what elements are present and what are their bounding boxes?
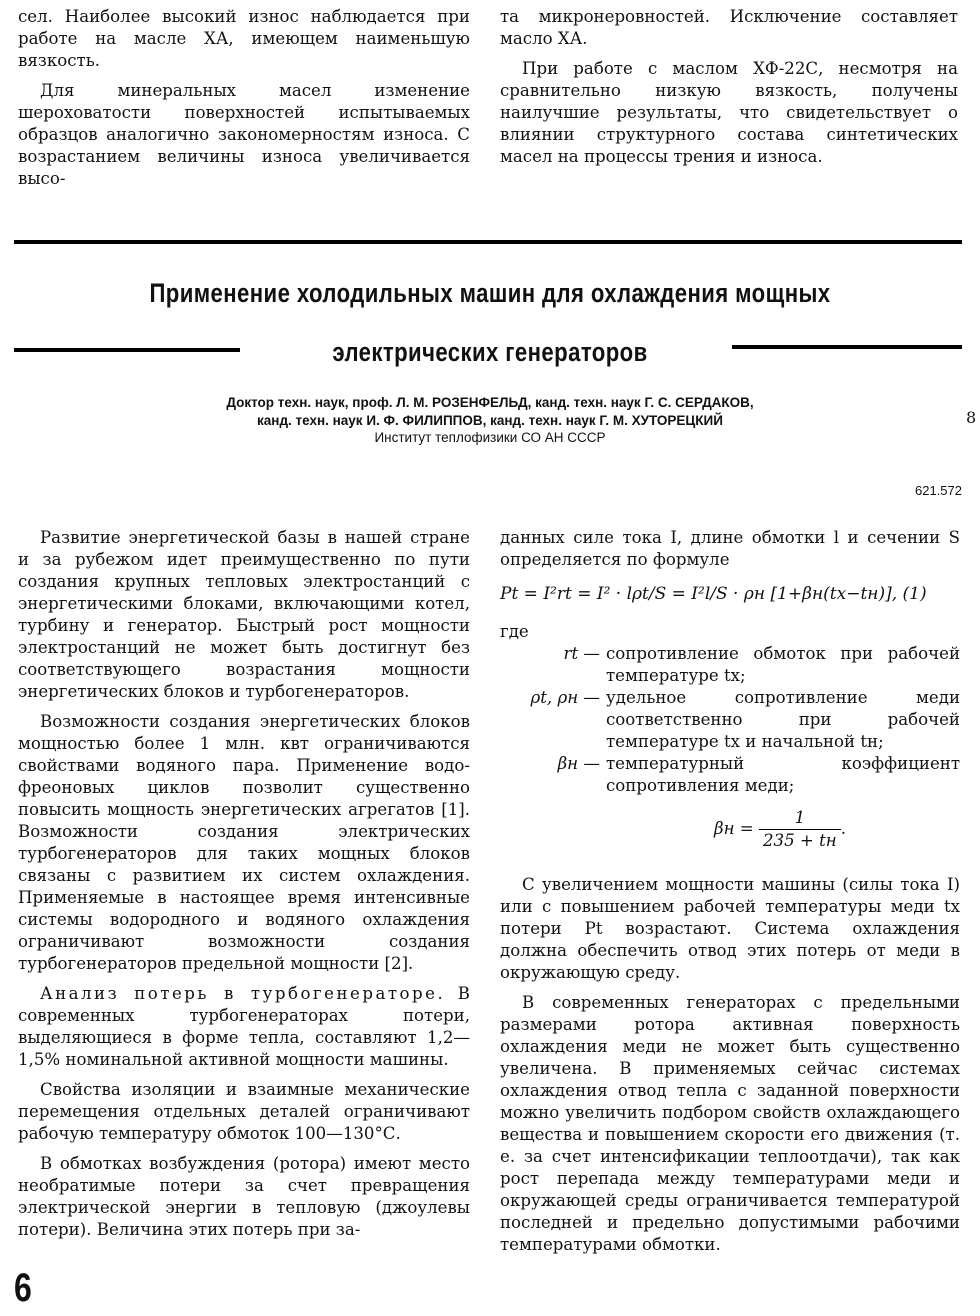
section-heading-inline: Анализ потерь в турбогенераторе.	[40, 984, 446, 1003]
body-left-column	[18, 527, 470, 1249]
institute: Институт теплофизики СО АН СССР	[374, 430, 606, 445]
definition-term: ρt, ρн —	[530, 688, 600, 707]
beta-fraction	[759, 807, 841, 852]
authors-line2: канд. техн. наук И. Ф. ФИЛИППОВ, канд. техн. наук Г. М. ХУТОРЕЦКИЙ	[257, 413, 723, 428]
body-paragraph: данных силе тока I, длине обмотки l и сечении S определяется по формуле	[500, 528, 960, 569]
top-left-paragraph: сел. Наиболее высокий износ наблюдается при работе на масле ХА, имеющем наименьшую вязкость.	[18, 7, 470, 70]
definition-row	[500, 643, 960, 687]
body-paragraph-section	[18, 983, 470, 1071]
definition-term: rt —	[563, 644, 600, 663]
authors-line1: Доктор техн. наук, проф. Л. М. РОЗЕНФЕЛЬД, канд. техн. наук Г. С. СЕРДАКОВ,	[226, 395, 754, 410]
body-paragraph: В современных генераторах с предельными размерами ротора активная поверхность охлаждения меди не может быть существенно увеличена. В применяемых сейчас системах охлаждения отвод тепла с заданной поверхности можно увеличить подбором свойств охлаждающего вещества и повышением скорости его движения (т. е. за счет интенсификации теплоотдачи), так как рост перепада между температурами меди и окружающей среды ограничивается температурой последней и предельно допустимыми рабочими температурами обмотки.	[500, 993, 960, 1254]
where-label: где	[500, 622, 529, 641]
article-title-line2: электрических генераторов	[332, 337, 648, 367]
top-divider-rule	[14, 240, 962, 244]
definition-row	[500, 687, 960, 753]
body-paragraph: В обмотках возбуждения (ротора) имеют место необратимые потери за счет превращения электрической энергии в тепловую (джоулевы потери). Величина этих потерь при за-	[18, 1154, 470, 1239]
definition-desc: сопротивление обмоток при рабочей температуре tх;	[606, 644, 960, 685]
top-left-paragraph: Для минеральных масел изменение шероховатости поверхностей испытываемых образцов аналогично закономерностям износа. С возрастанием величины износа увеличивается высо-	[18, 81, 470, 188]
formula-1: Pt = I²rt = I² · lρt/S = I²l/S · ρн [1+βн(tх−tн)], (1)	[500, 584, 927, 604]
definitions-list	[500, 621, 960, 797]
title-right-rule	[732, 345, 962, 349]
body-right-column	[500, 527, 960, 1264]
udc-code: 621.572	[915, 483, 962, 498]
definition-desc: удельное сопротивление меди соответственно при рабочей температуре tх и начальной tн;	[606, 688, 960, 751]
section-text: В современных турбогенераторах потери, выделяющиеся в форме тепла, составляют 1,2—1,5% номинальной активной мощности машины.	[18, 984, 470, 1069]
body-paragraph: Развитие энергетической базы в нашей стране и за рубежом идет преимущественно по пути создания крупных тепловых электростанций с энергетическими блоками, включающими котел, турбину и генератор. Быстрый рост мощности электростанций не может быть достигнут без соответствующего возрастания мощности энергетических блоков и турбогенераторов.	[18, 528, 470, 701]
top-right-column	[500, 6, 958, 176]
beta-denominator: 235 + tн	[762, 831, 837, 850]
body-paragraph: Свойства изоляции и взаимные механические перемещения отдельных деталей ограничивают рабочую температуру обмоток 100—130°С.	[18, 1080, 470, 1143]
beta-formula: βн = $\frac{1}{235 + tн}$ .	[714, 808, 846, 850]
margin-mark: 8	[966, 408, 977, 427]
body-paragraph: С увеличением мощности машины (силы тока I) или с повышением рабочей температуры меди tх потери Pt возрастают. Система охлаждения должна обеспечить отвод этих потерь от меди в окружающую среду.	[500, 875, 960, 982]
page-number: 6	[14, 1266, 32, 1310]
body-paragraph: Возможности создания энергетических блоков мощностью более 1 млн. квт ограничиваются свойствами водяного пара. Применение водо-фреоновых циклов позволит существенно повысить мощность энергетических агрегатов [1]. Возможности создания электрических турбогенераторов для таких мощных блоков связаны с развитием их систем охлаждения. Применяемые в настоящее время интенсивные системы водородного и водяного охлаждения ограничивают возможности создания турбогенераторов предельной мощности [2].	[18, 712, 470, 973]
definition-desc: температурный коэффициент сопротивления меди;	[606, 754, 960, 795]
top-right-paragraph: При работе с маслом ХФ-22С, несмотря на сравнительно низкую вязкость, получены наилучшие результаты, что свидетельствует о влиянии структурного состава синтетических масел на процессы трения и износа.	[500, 59, 958, 166]
beta-lhs: βн =	[714, 819, 754, 838]
top-right-paragraph: та микронеровностей. Исключение составляет масло ХА.	[500, 7, 958, 48]
definition-term: βн —	[557, 754, 600, 773]
definition-row	[500, 753, 960, 797]
beta-numerator: 1	[759, 807, 841, 830]
article-title-line1: Применение холодильных машин для охлаждения мощных	[149, 278, 831, 308]
top-left-column	[18, 6, 470, 198]
